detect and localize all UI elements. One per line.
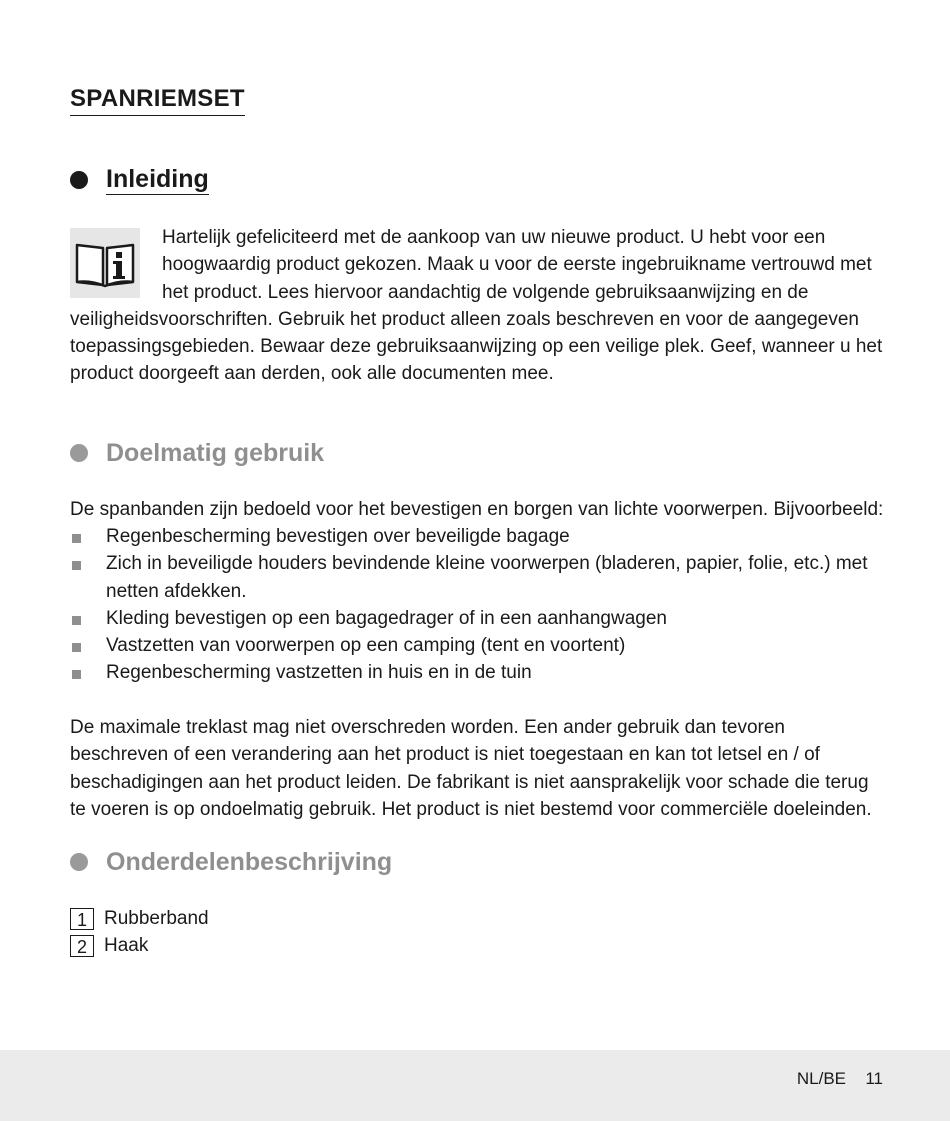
bullet-dot-icon [70, 444, 88, 462]
part-item [70, 905, 209, 932]
list-item [70, 632, 890, 659]
list-item-text: Zich in beveiligde houders bevindende kleine voorwerpen (bladeren, papier, folie, etc.) met netten afdekken. [106, 553, 868, 602]
part-number-box: 2 [70, 935, 94, 957]
intended-use-list [70, 523, 890, 687]
footer-language: NL/BE [796, 1069, 846, 1088]
list-item-text: Kleding bevestigen op een bagagedrager of in een aanhangwagen [106, 607, 667, 629]
list-item [70, 659, 890, 686]
bullet-dot-icon [70, 171, 88, 189]
square-bullet-icon [72, 561, 81, 570]
intended-use-intro: De spanbanden zijn bedoeld voor het bevestigen en borgen van lichte voorwerpen. Bijvoorbeeld: [70, 499, 884, 520]
section-heading-intended-use [70, 437, 324, 469]
square-bullet-icon [72, 616, 81, 625]
page-title: SPANRIEMSET [70, 84, 245, 116]
section-heading-text: Onderdelenbeschrijving [106, 848, 393, 876]
introduction-paragraph [70, 224, 885, 388]
square-bullet-icon [72, 670, 81, 679]
list-item [70, 550, 890, 605]
footer-page-number: 11 [865, 1069, 883, 1088]
section-heading-text: Doelmatig gebruik [106, 439, 325, 467]
list-item-text: Regenbescherming vastzetten in huis en in de tuin [106, 662, 532, 684]
parts-list [70, 905, 209, 960]
part-label: Rubberband [104, 908, 209, 929]
list-item [70, 605, 890, 632]
part-number-box: 1 [70, 908, 94, 930]
icon-spacer [70, 224, 162, 304]
list-item-text: Regenbescherming bevestigen over beveiligde bagage [106, 526, 570, 547]
square-bullet-icon [72, 534, 81, 543]
part-item [70, 932, 209, 959]
part-label: Haak [104, 935, 149, 957]
introduction-text: Hartelijk gefeliciteerd met de aankoop van uw nieuwe product. U hebt voor een hoogwaardig product gekozen. Maak u voor de eerste ingebruikname vertrouwd met het product. Lees hiervoor aandachtig de volgende gebruiksaanwijzing en de veiligheidsvoorschriften. Gebruik het product alleen zoals beschreven en voor de aangegeven toepassingsgebieden. Bewaar deze gebruiksaanwijzing op een veilige plek. Geef, wanneer u het product doorgeeft aan derden, ook alle documenten mee. [70, 227, 883, 385]
intended-use-closing: De maximale treklast mag niet overschreden worden. Een ander gebruik dan tevoren beschreven of een verandering aan het product is niet toegestaan en kan tot letsel en / of beschadigingen aan het product leiden. De fabrikant is niet aansprakelijk voor schade die terug te voeren is op ondoelmatig gebruik. Het product is niet bestemd voor commerciële doeleinden. [70, 717, 872, 820]
list-item [70, 523, 890, 550]
bullet-dot-icon [70, 853, 88, 871]
list-item-text: Vastzetten van voorwerpen op een camping (tent en voortent) [106, 635, 626, 657]
section-heading-text: Inleiding [106, 165, 209, 193]
square-bullet-icon [72, 643, 81, 652]
section-heading-introduction [70, 164, 209, 195]
section-heading-parts [70, 846, 392, 878]
